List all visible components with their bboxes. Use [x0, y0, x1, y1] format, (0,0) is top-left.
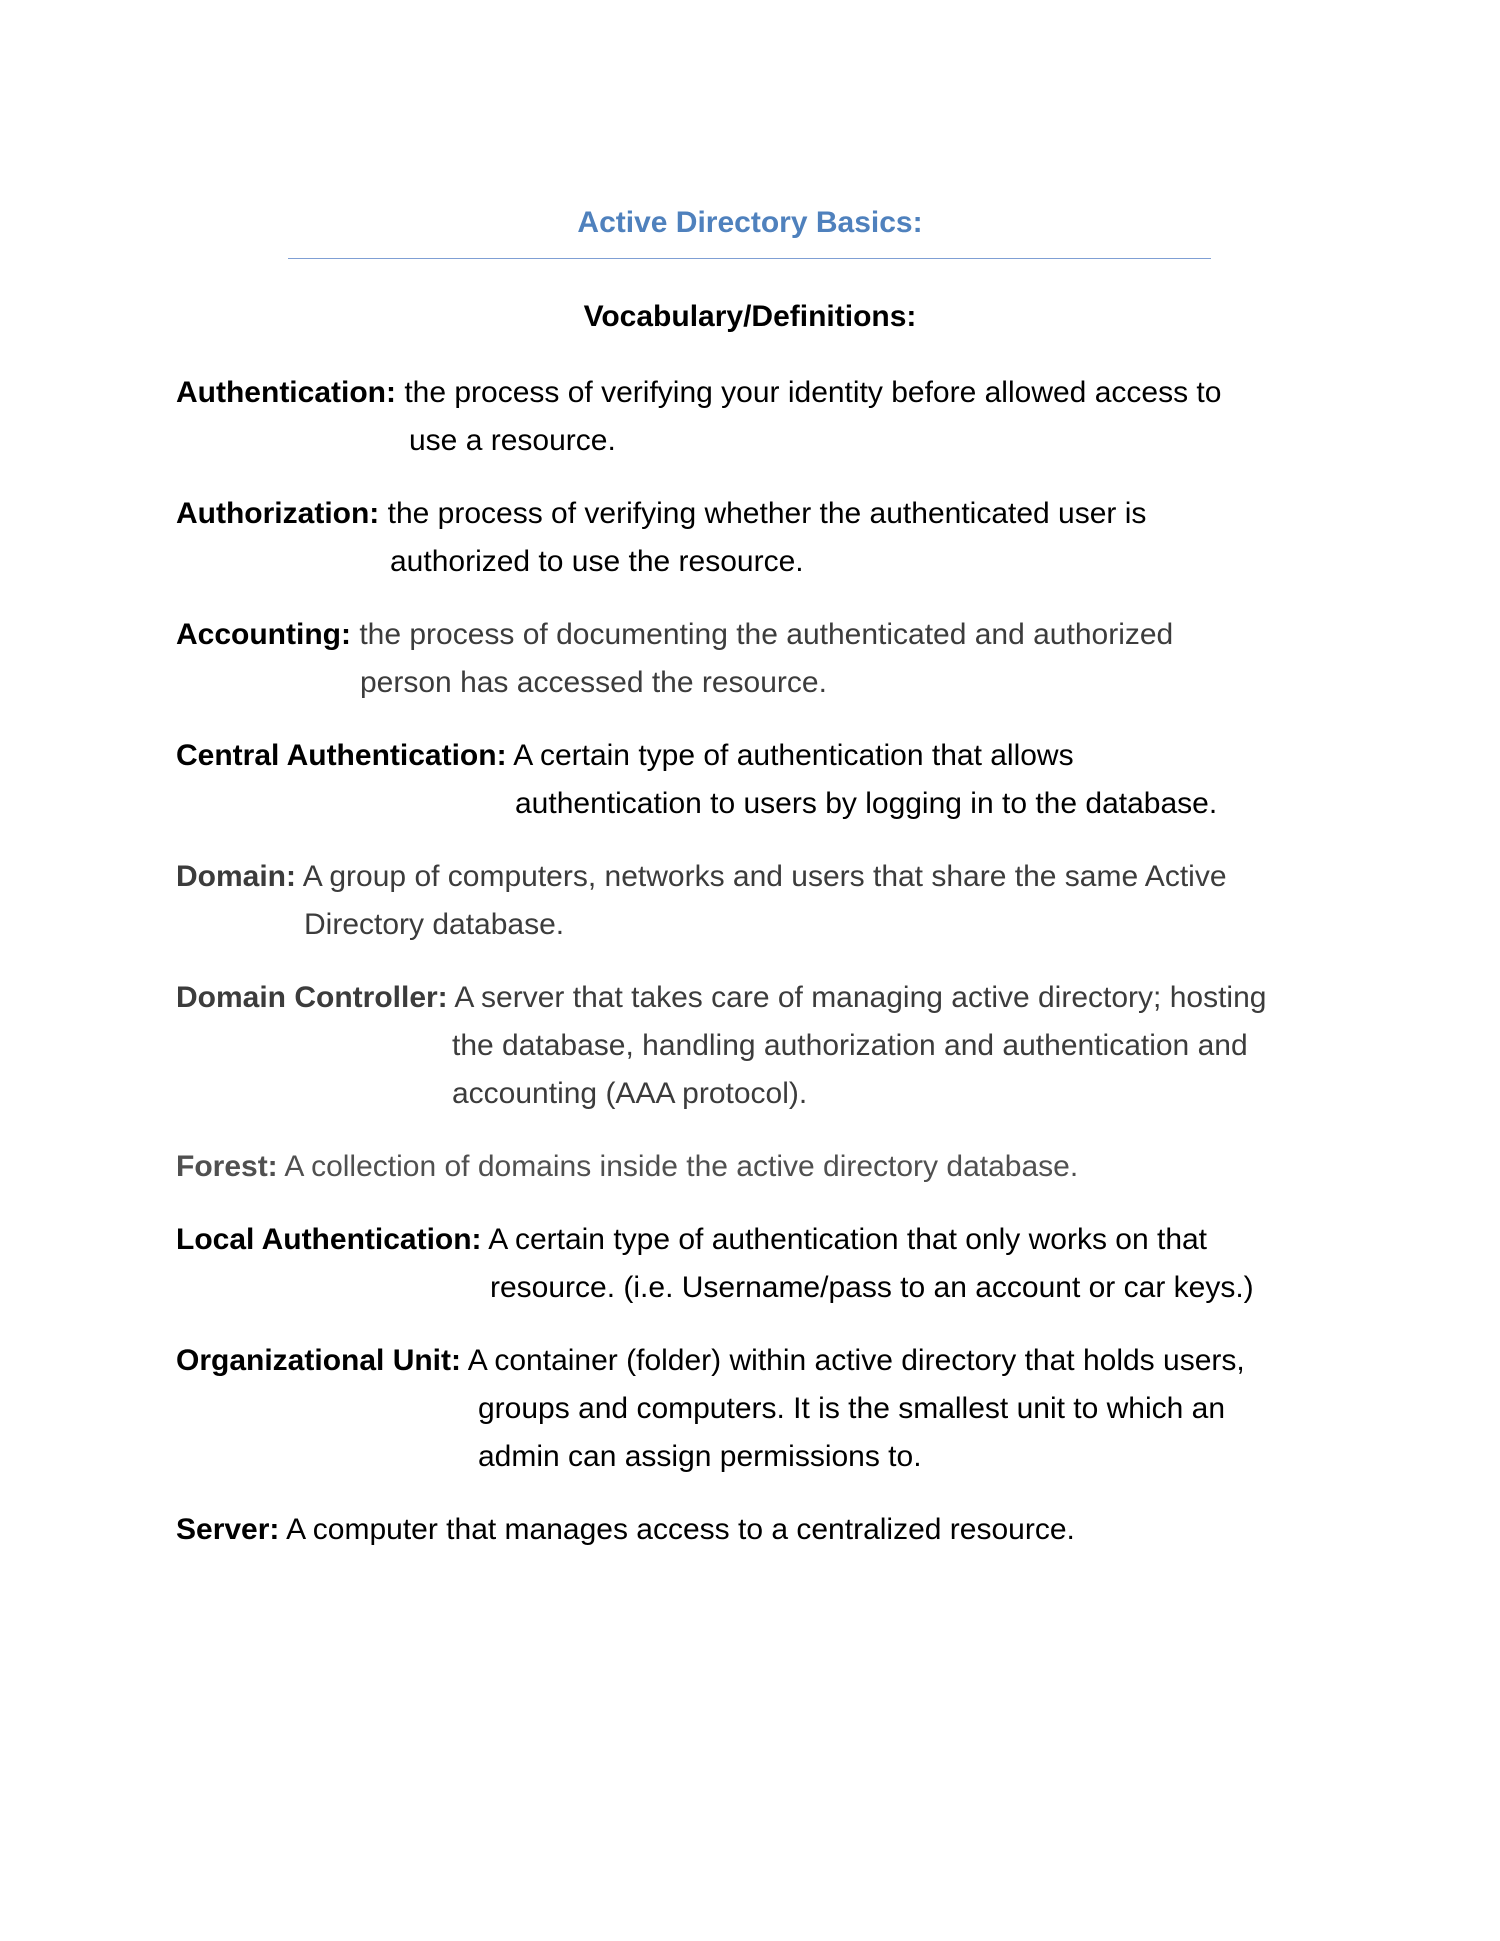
definition-text: admin can assign permissions to.	[478, 1440, 922, 1473]
definition-text: groups and computers. It is the smallest unit to which an	[478, 1392, 1226, 1425]
document-title: Active Directory Basics:	[577, 206, 923, 239]
definition-text: A container (folder) within active directory that holds users,	[467, 1344, 1245, 1377]
definition-text: authentication to users by logging in to the database.	[515, 787, 1218, 820]
definition-term: Authorization:	[176, 497, 380, 530]
definition-term: Domain Controller:	[176, 981, 448, 1014]
title-underline-rule	[288, 258, 1211, 259]
definition-text: A certain type of authentication that only works on that	[488, 1223, 1208, 1256]
definition-text: accounting (AAA protocol).	[452, 1077, 808, 1110]
document-subtitle: Vocabulary/Definitions:	[583, 300, 917, 333]
definition-text: the process of verifying your identity before allowed access to	[404, 376, 1222, 409]
definition-term: Local Authentication:	[176, 1223, 482, 1256]
definition-text: resource. (i.e. Username/pass to an account or car keys.)	[490, 1271, 1254, 1304]
definition-domain	[176, 853, 1326, 949]
definition-text: A certain type of authentication that allows	[513, 739, 1074, 772]
definition-term: Authentication:	[176, 376, 396, 409]
definition-text: Directory database.	[304, 908, 565, 941]
definition-domain-controller	[176, 974, 1326, 1118]
definition-text: A computer that manages access to a centralized resource.	[286, 1513, 1075, 1546]
definition-text: authorized to use the resource.	[390, 545, 804, 578]
definition-accounting	[176, 611, 1326, 707]
definition-text: A collection of domains inside the active directory database.	[284, 1150, 1079, 1183]
definition-forest	[176, 1143, 1326, 1191]
definition-text: A server that takes care of managing active directory; hosting	[454, 981, 1267, 1014]
definition-text: the process of documenting the authenticated and authorized	[359, 618, 1174, 651]
definition-local-authentication	[176, 1216, 1326, 1312]
definition-central-authentication	[176, 732, 1326, 828]
definition-text: use a resource.	[409, 424, 616, 457]
definition-authorization	[176, 490, 1326, 586]
definition-text: person has accessed the resource.	[360, 666, 827, 699]
definition-term: Organizational Unit:	[176, 1344, 461, 1377]
definition-authentication	[176, 369, 1326, 465]
definition-server	[176, 1506, 1326, 1554]
definition-text: the process of verifying whether the authenticated user is	[387, 497, 1147, 530]
definition-term: Forest:	[176, 1150, 278, 1183]
definition-term: Domain:	[176, 860, 296, 893]
definition-term: Accounting:	[176, 618, 351, 651]
definition-text: A group of computers, networks and users that share the same Active	[302, 860, 1227, 893]
definition-term: Central Authentication:	[176, 739, 507, 772]
definition-organizational-unit	[176, 1337, 1326, 1481]
definition-text: the database, handling authorization and authentication and	[452, 1029, 1248, 1062]
definition-term: Server:	[176, 1513, 280, 1546]
